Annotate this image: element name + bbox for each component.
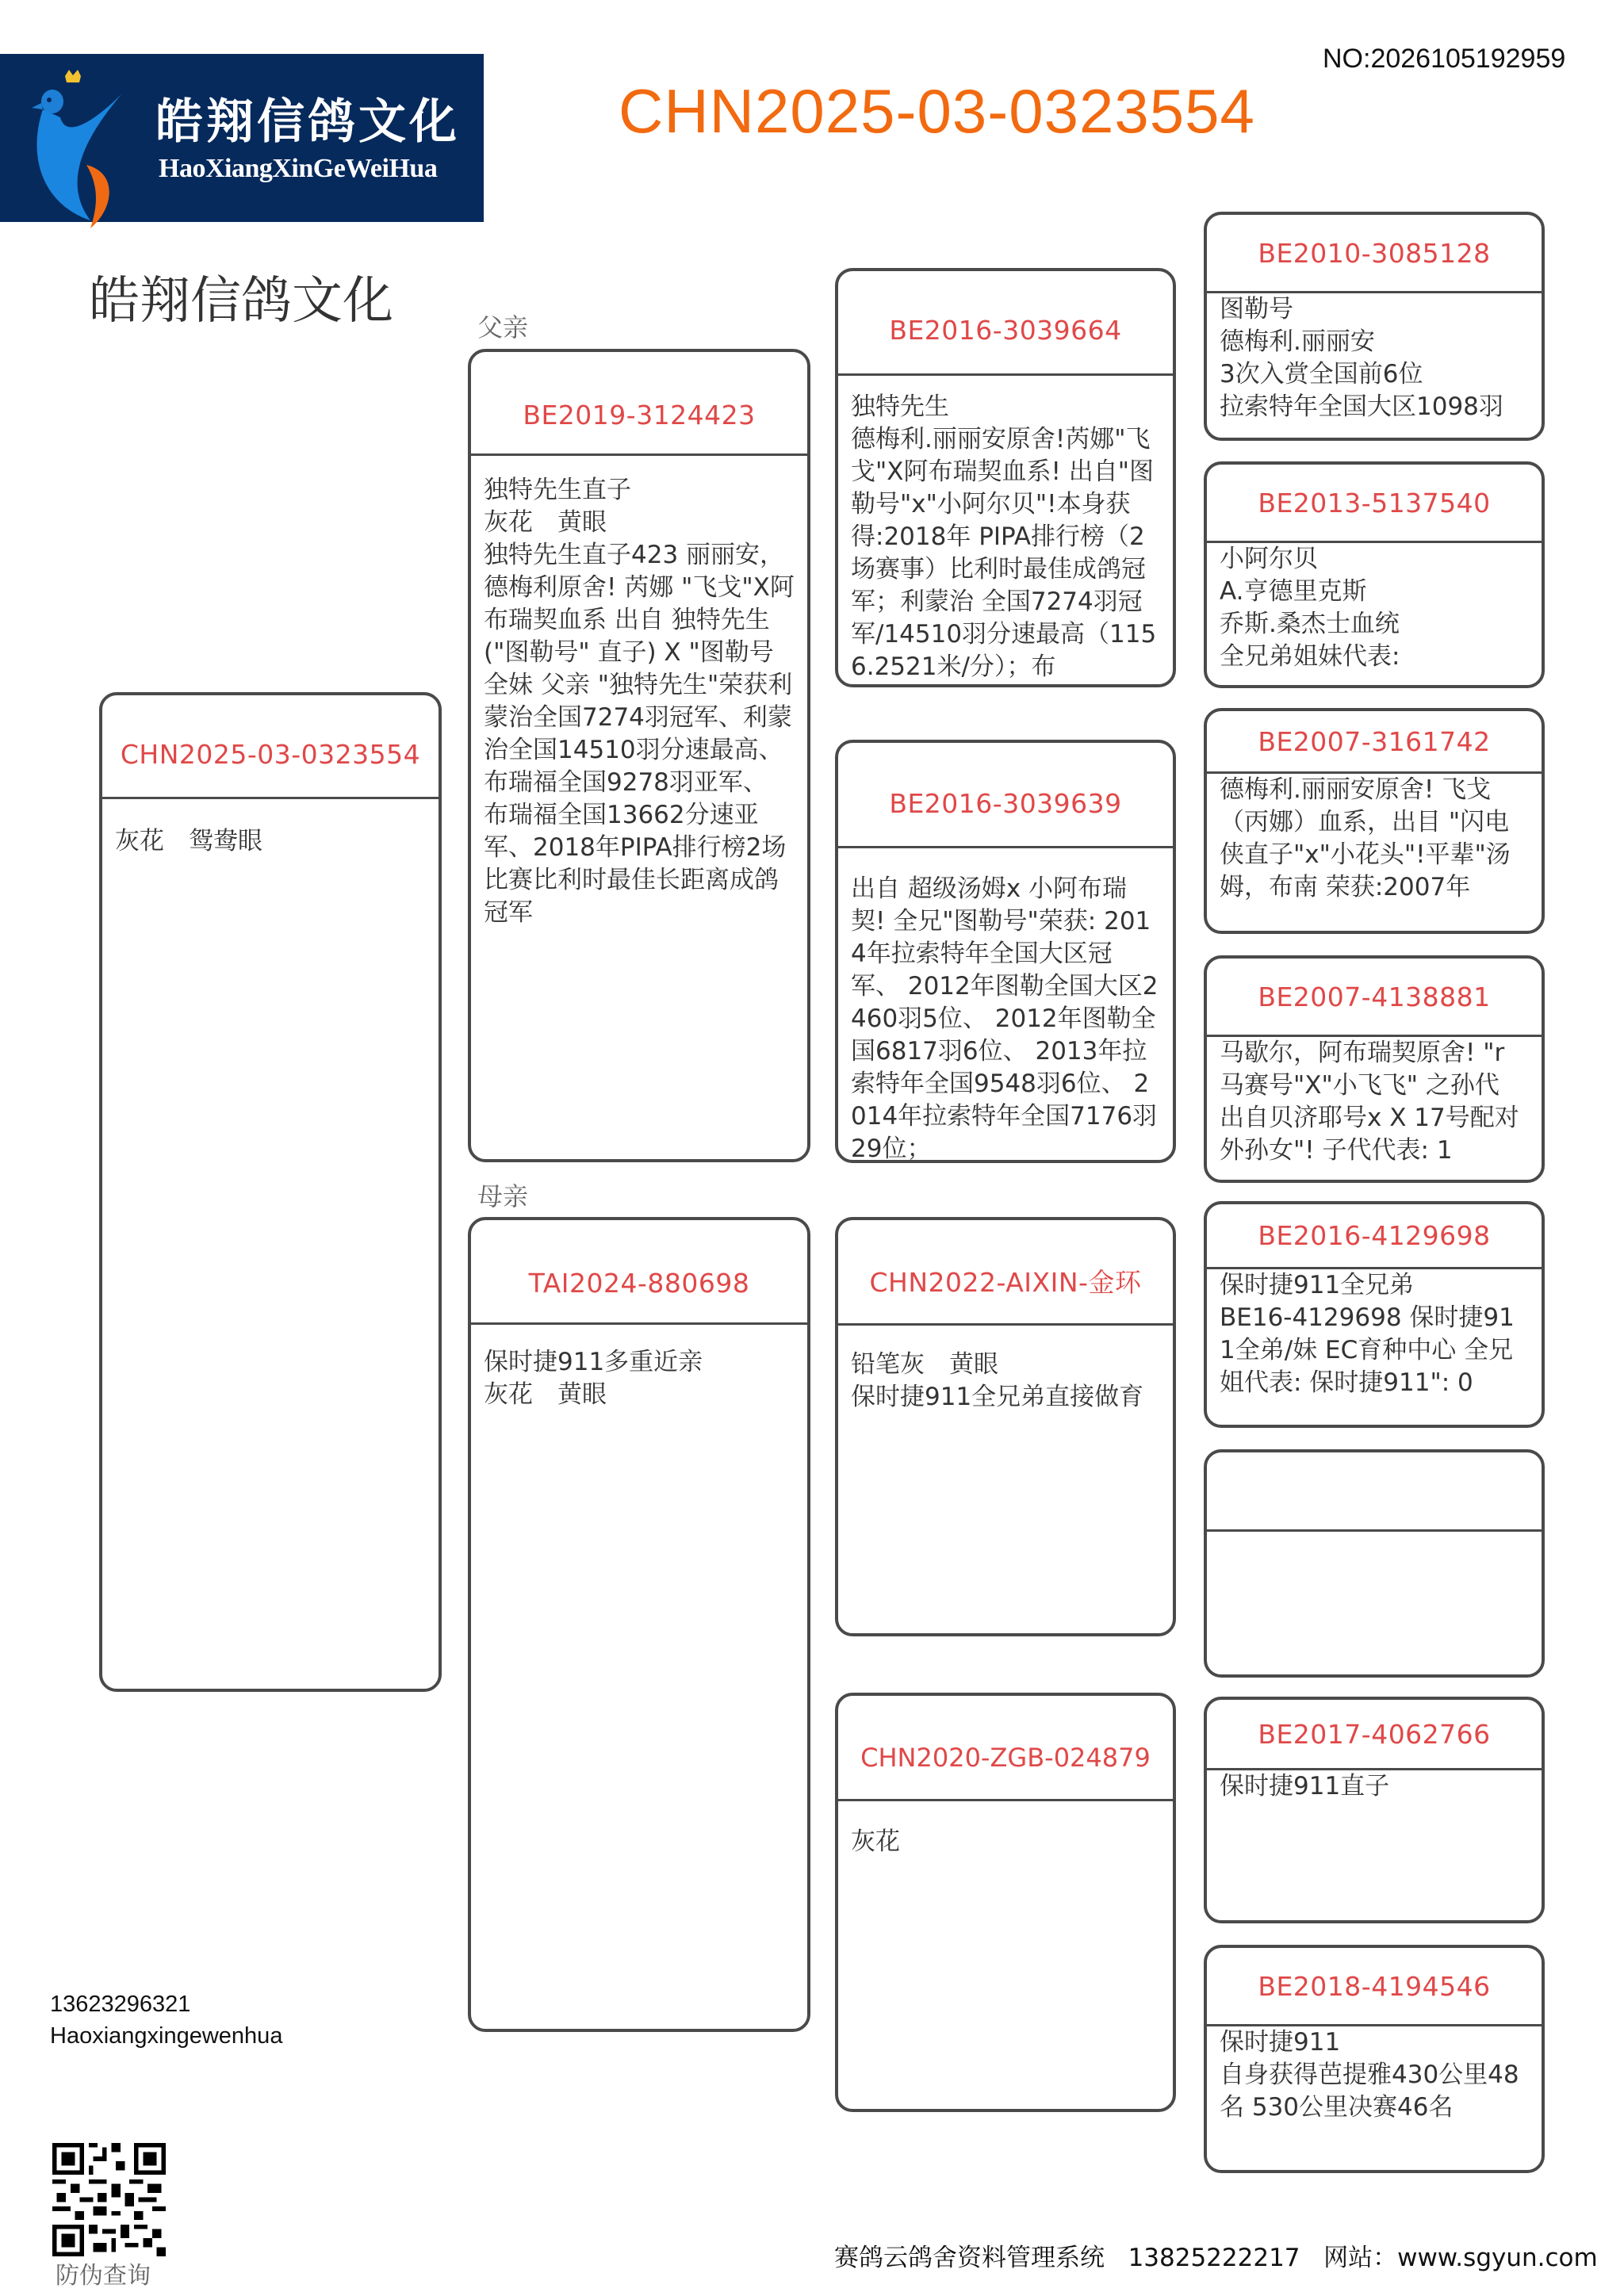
logo-chinese-text: 皓翔信鸽文化 [155,94,460,150]
mother-card[interactable] [468,1217,810,2032]
footer-info [834,2237,1598,2273]
anti-counterfeit-label: 防伪查询 [56,2262,151,2290]
great-grandparent-info [1207,1532,1542,1674]
great-grandparent-ring: BE2018-4194546 [1207,1948,1542,2026]
great-grandparent-ring: BE2010-3085128 [1207,215,1542,293]
grandparent-card[interactable] [835,740,1176,1163]
qr-code-icon[interactable] [52,2143,166,2256]
great-grandparent-card-empty[interactable] [1204,1449,1545,1678]
logo-english-text: HaoXiangXinGeWeiHua [159,154,438,183]
great-grandparent-info: 马歇尔，阿布瑞契原舍! "r 马赛号"X"小飞飞" 之孙代 出自贝济耶号x X 17号配对外孙女"! 子代代表: 1 [1220,1039,1519,1165]
grandparent-info: 灰花 [851,1827,900,1856]
great-grandparent-card[interactable] [1204,212,1545,441]
father-card[interactable] [468,349,810,1162]
great-grandparent-ring: BE2007-3161742 [1207,711,1542,774]
bird-logo-icon [11,70,130,228]
great-grandparent-info: 保时捷911直子 [1220,1772,1390,1800]
brand-logo [0,54,484,222]
great-grandparent-card[interactable] [1204,1945,1545,2173]
father-info: 独特先生直子 灰花 黄眼 独特先生直子423 丽丽安，德梅利原舍! 芮娜 "飞戈"X阿布瑞契血系 出自 独特先生 ("图勒号" 直子) X "图勒号 全妹 父亲 "独特先生"荣获利蒙治全国7274羽冠军、利蒙 治全国14510羽分速最高、布瑞福全国9278羽亚军、 布瑞福全国13662分速亚军、2018年PIPA排行榜2场 比赛比利时最佳长距离成鸽冠军 [484,476,795,927]
great-grandparent-info: 保时捷911全兄弟 BE16-4129698 保时捷911全弟/妹 EC育种中心 全兄姐代表: 保时捷911": 0 [1220,1271,1515,1397]
great-grandparent-ring: BE2013-5137540 [1207,465,1542,543]
great-grandparent-info: 小阿尔贝 A.亨德里克斯 乔斯.桑杰士血统 全兄弟姐妹代表: [1220,545,1400,671]
great-grandparent-ring: BE2017-4062766 [1207,1700,1542,1770]
certificate-number: NO:2026105192959 [1323,44,1566,74]
grandparent-info: 独特先生 德梅利.丽丽安原舍!芮娜"飞戈"X阿布瑞契血系! 出自"图勒号"x"小阿尔贝"!本身获得:2018年 PIPA排行榜（2场赛事）比利时最佳成鸽冠军；利蒙治 全国7274羽冠军/14510羽分速最高（1156.2521米/分）；布 [851,392,1157,681]
footer-website[interactable]: 网站：www.sgyun.com [1323,2244,1598,2272]
grandparent-info: 铅笔灰 黄眼 保时捷911全兄弟直接做育 [851,1350,1144,1411]
great-grandparent-card[interactable] [1204,708,1545,934]
grandparent-info: 出自 超级汤姆x 小阿布瑞契! 全兄"图勒号"荣获: 2014年拉索特年全国大区冠军、 2012年图勒全国大区2460羽5位、 2012年图勒全国6817羽6位、 2013年拉索特年全国9548羽6位、 2014年拉索特年全国7176羽29位； [851,874,1159,1163]
great-grandparent-ring: BE2007-4138881 [1207,959,1542,1037]
great-grandparent-ring [1207,1452,1542,1532]
contact-name: Haoxiangxingewenhua [50,2023,283,2049]
great-grandparent-info: 德梅利.丽丽安原舍! 飞戈（丙娜）血系，出目 "闪电侠直子"x"小花头"!平辈"汤姆，布南 荣获:2007年 [1220,775,1511,901]
subject-info: 灰花 鸳鸯眼 [115,827,262,855]
great-grandparent-info: 保时捷911 自身获得芭提雅430公里48名 530公里决赛46名 [1220,2028,1519,2122]
grandparent-card[interactable] [835,1693,1176,2112]
subject-card[interactable] [99,692,442,1692]
great-grandparent-ring: BE2016-4129698 [1207,1204,1542,1269]
great-grandparent-card[interactable] [1204,955,1545,1183]
grandparent-ring: BE2016-3039664 [838,271,1173,376]
grandparent-ring: BE2016-3039639 [838,743,1173,848]
brand-name: 皓翔信鸽文化 [89,272,393,331]
great-grandparent-card[interactable] [1204,1697,1545,1923]
grandparent-ring: CHN2022-AIXIN-金环 [838,1220,1173,1326]
great-grandparent-card[interactable] [1204,1201,1545,1428]
grandparent-card[interactable] [835,1217,1176,1636]
father-ring: BE2019-3124423 [471,352,807,456]
subject-ring: CHN2025-03-0323554 [102,695,439,799]
footer-phone: 13825222217 [1128,2244,1300,2272]
page-title: CHN2025-03-0323554 [619,76,1255,146]
grandparent-ring: CHN2020-ZGB-024879 [838,1696,1173,1801]
father-label: 父亲 [477,312,529,342]
mother-ring: TAI2024-880698 [471,1220,807,1325]
great-grandparent-card[interactable] [1204,461,1545,688]
footer-system: 赛鸽云鸽舍资料管理系统 [834,2244,1105,2272]
mother-info: 保时捷911多重近亲 灰花 黄眼 [484,1348,703,1409]
great-grandparent-info: 图勒号 德梅利.丽丽安 3次入赏全国前6位 拉索特年全国大区1098羽 [1220,295,1503,421]
contact-phone: 13623296321 [50,1992,191,2017]
grandparent-card[interactable] [835,268,1176,687]
mother-label: 母亲 [477,1181,529,1211]
